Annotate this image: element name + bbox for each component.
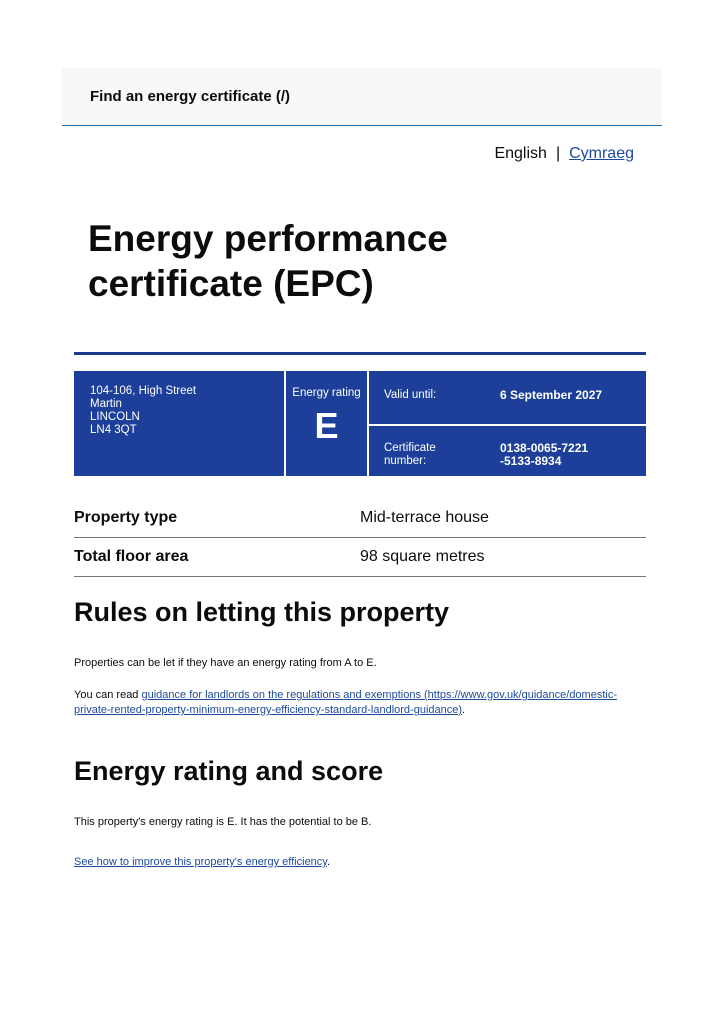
landlord-guidance-link[interactable]: guidance for landlords on the regulations and exemptions (https://www.gov.uk/guidance/domestic-private-rented-property-minimum-energy-efficiency-standard-landlord-guidance) xyxy=(74,689,617,716)
letting-heading: Rules on letting this property xyxy=(74,597,450,627)
valid-until-label: Valid until: xyxy=(384,389,437,401)
address-block xyxy=(90,385,196,437)
address-line: Martin xyxy=(90,398,122,410)
page-title: Energy performance certificate (EPC) xyxy=(88,218,448,304)
fact-key: Total floor area xyxy=(74,548,189,565)
language-switcher xyxy=(494,145,634,163)
energy-rating-label: Energy rating xyxy=(292,387,361,399)
energy-rating-value: E xyxy=(314,405,339,446)
section-divider xyxy=(74,352,646,355)
fact-key: Property type xyxy=(74,509,178,526)
address-cell xyxy=(74,371,284,476)
valid-until-value: 6 September 2027 xyxy=(500,388,603,402)
fact-row-property-type xyxy=(74,499,646,538)
valid-until-cell xyxy=(369,371,646,424)
language-separator: | xyxy=(555,145,561,162)
property-facts xyxy=(74,499,646,577)
energy-rating-heading: Energy rating and score xyxy=(74,756,384,786)
language-cymraeg-link[interactable]: Cymraeg xyxy=(569,145,634,162)
energy-rating-paragraph: This property's energy rating is E. It has the potential to be B. xyxy=(74,816,372,828)
address-line: LN4 3QT xyxy=(90,424,137,436)
site-title-link[interactable]: Find an energy certificate (/) xyxy=(90,88,291,105)
fact-value: 98 square metres xyxy=(360,548,485,565)
certificate-number-label: Certificate number: xyxy=(384,442,436,467)
certificate-number-value: 0138-0065-7221 -5133-8934 xyxy=(500,441,589,468)
site-header xyxy=(62,68,662,126)
certificate-number-cell xyxy=(369,426,646,476)
improve-efficiency-link[interactable]: See how to improve this property's energy efficiency xyxy=(74,856,327,868)
energy-rating-cell xyxy=(286,371,367,476)
address-line: 104-106, High Street xyxy=(90,385,197,397)
address-line: LINCOLN xyxy=(90,411,140,423)
improve-efficiency-paragraph: See how to improve this property's energy efficiency. xyxy=(74,856,331,868)
fact-row-floor-area xyxy=(74,538,646,577)
fact-value: Mid-terrace house xyxy=(360,509,489,526)
epc-summary-panel xyxy=(74,371,646,476)
letting-guidance-paragraph: You can read guidance for landlords on the regulations and exemptions (https://www.gov.uk/guidance/domestic-private-rented-property-minimum-energy-efficiency-standard-landlord-guidance). xyxy=(74,689,617,716)
letting-paragraph: Properties can be let if they have an energy rating from A to E. xyxy=(74,657,377,669)
language-english: English xyxy=(494,145,547,162)
